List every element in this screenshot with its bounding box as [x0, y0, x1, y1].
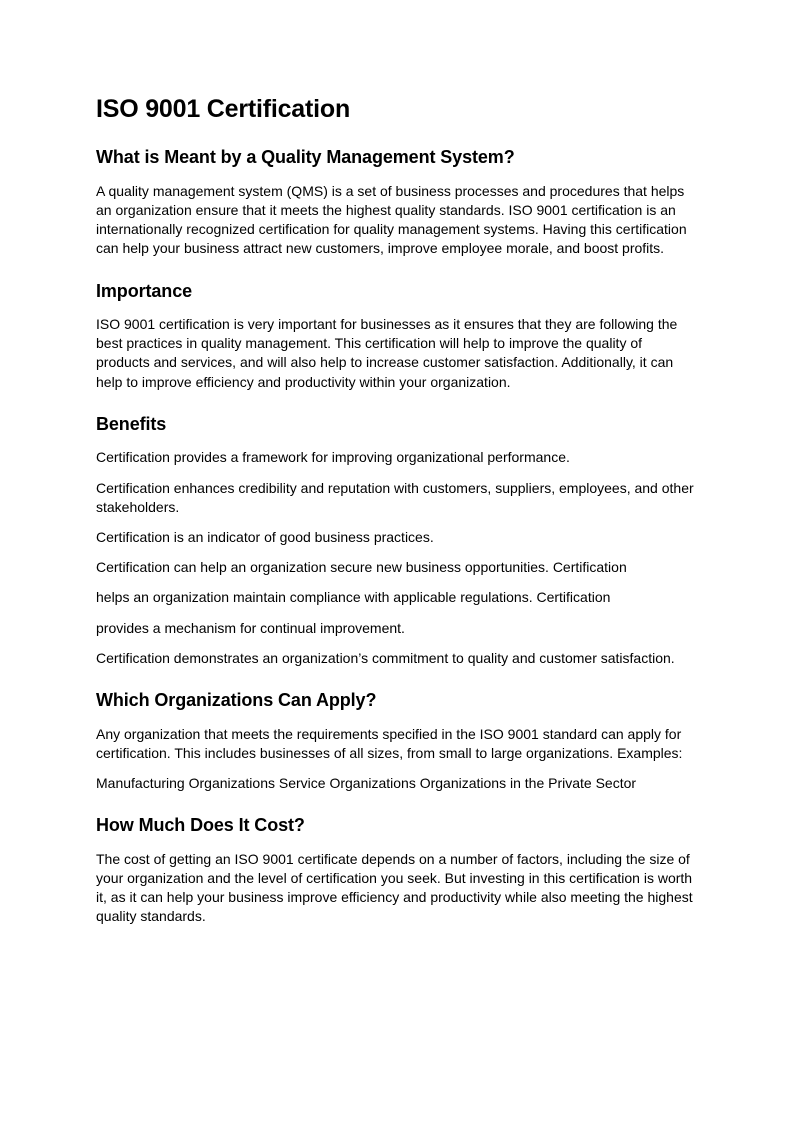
- paragraph: Manufacturing Organizations Service Organizations Organizations in the Private Sector: [96, 774, 637, 791]
- section-cost: [96, 814, 696, 926]
- document-title: ISO 9001 Certification: [96, 95, 351, 123]
- section-what-is-qms: [96, 146, 696, 258]
- paragraph: Certification is an indicator of good business practices.: [96, 528, 434, 545]
- section-importance: [96, 280, 696, 392]
- paragraph: helps an organization maintain compliance with applicable regulations. Certification: [96, 589, 611, 606]
- paragraph: A quality management system (QMS) is a set of business processes and procedures that helps an organization ensure that it meets the highest quality standards. ISO 9001 certification is an internationally recognized certification for quality management systems. Having this certification can help your business attract new customers, improve employee morale, and boost profits.: [96, 182, 687, 257]
- paragraph: provides a mechanism for continual improvement.: [96, 619, 405, 636]
- paragraph: Certification can help an organization secure new business opportunities. Certification: [96, 559, 627, 576]
- paragraph: Certification enhances credibility and reputation with customers, suppliers, employees, and other stakeholders.: [96, 479, 694, 515]
- paragraph: Certification demonstrates an organization’s commitment to quality and customer satisfaction.: [96, 649, 675, 666]
- section-heading-benefits: Benefits: [96, 413, 167, 434]
- paragraph: Any organization that meets the requirements specified in the ISO 9001 standard can apply for certification. This includes businesses of all sizes, from small to large organizations. Examples:: [96, 725, 683, 761]
- section-which-organizations: [96, 689, 696, 793]
- section-heading-what-is-qms: What is Meant by a Quality Management System?: [96, 147, 515, 168]
- section-heading-importance: Importance: [96, 280, 193, 301]
- paragraph: Certification provides a framework for improving organizational performance.: [96, 449, 570, 466]
- paragraph: ISO 9001 certification is very important for businesses as it ensures that they are following the best practices in quality management. This certification will help to improve the quality of products and services, and will also help to increase customer satisfaction. Additionally, it can help to improve efficiency and productivity within your organization.: [96, 316, 678, 390]
- paragraph: The cost of getting an ISO 9001 certificate depends on a number of factors, including the size of your organization and the level of certification you seek. But investing in this certification is worth it, as it can help your business improve efficiency and productivity while also meeting the highest quality standards.: [96, 850, 693, 925]
- section-benefits: [96, 413, 696, 668]
- section-heading-cost: How Much Does It Cost?: [96, 815, 305, 836]
- section-heading-which-organizations: Which Organizations Can Apply?: [96, 690, 377, 710]
